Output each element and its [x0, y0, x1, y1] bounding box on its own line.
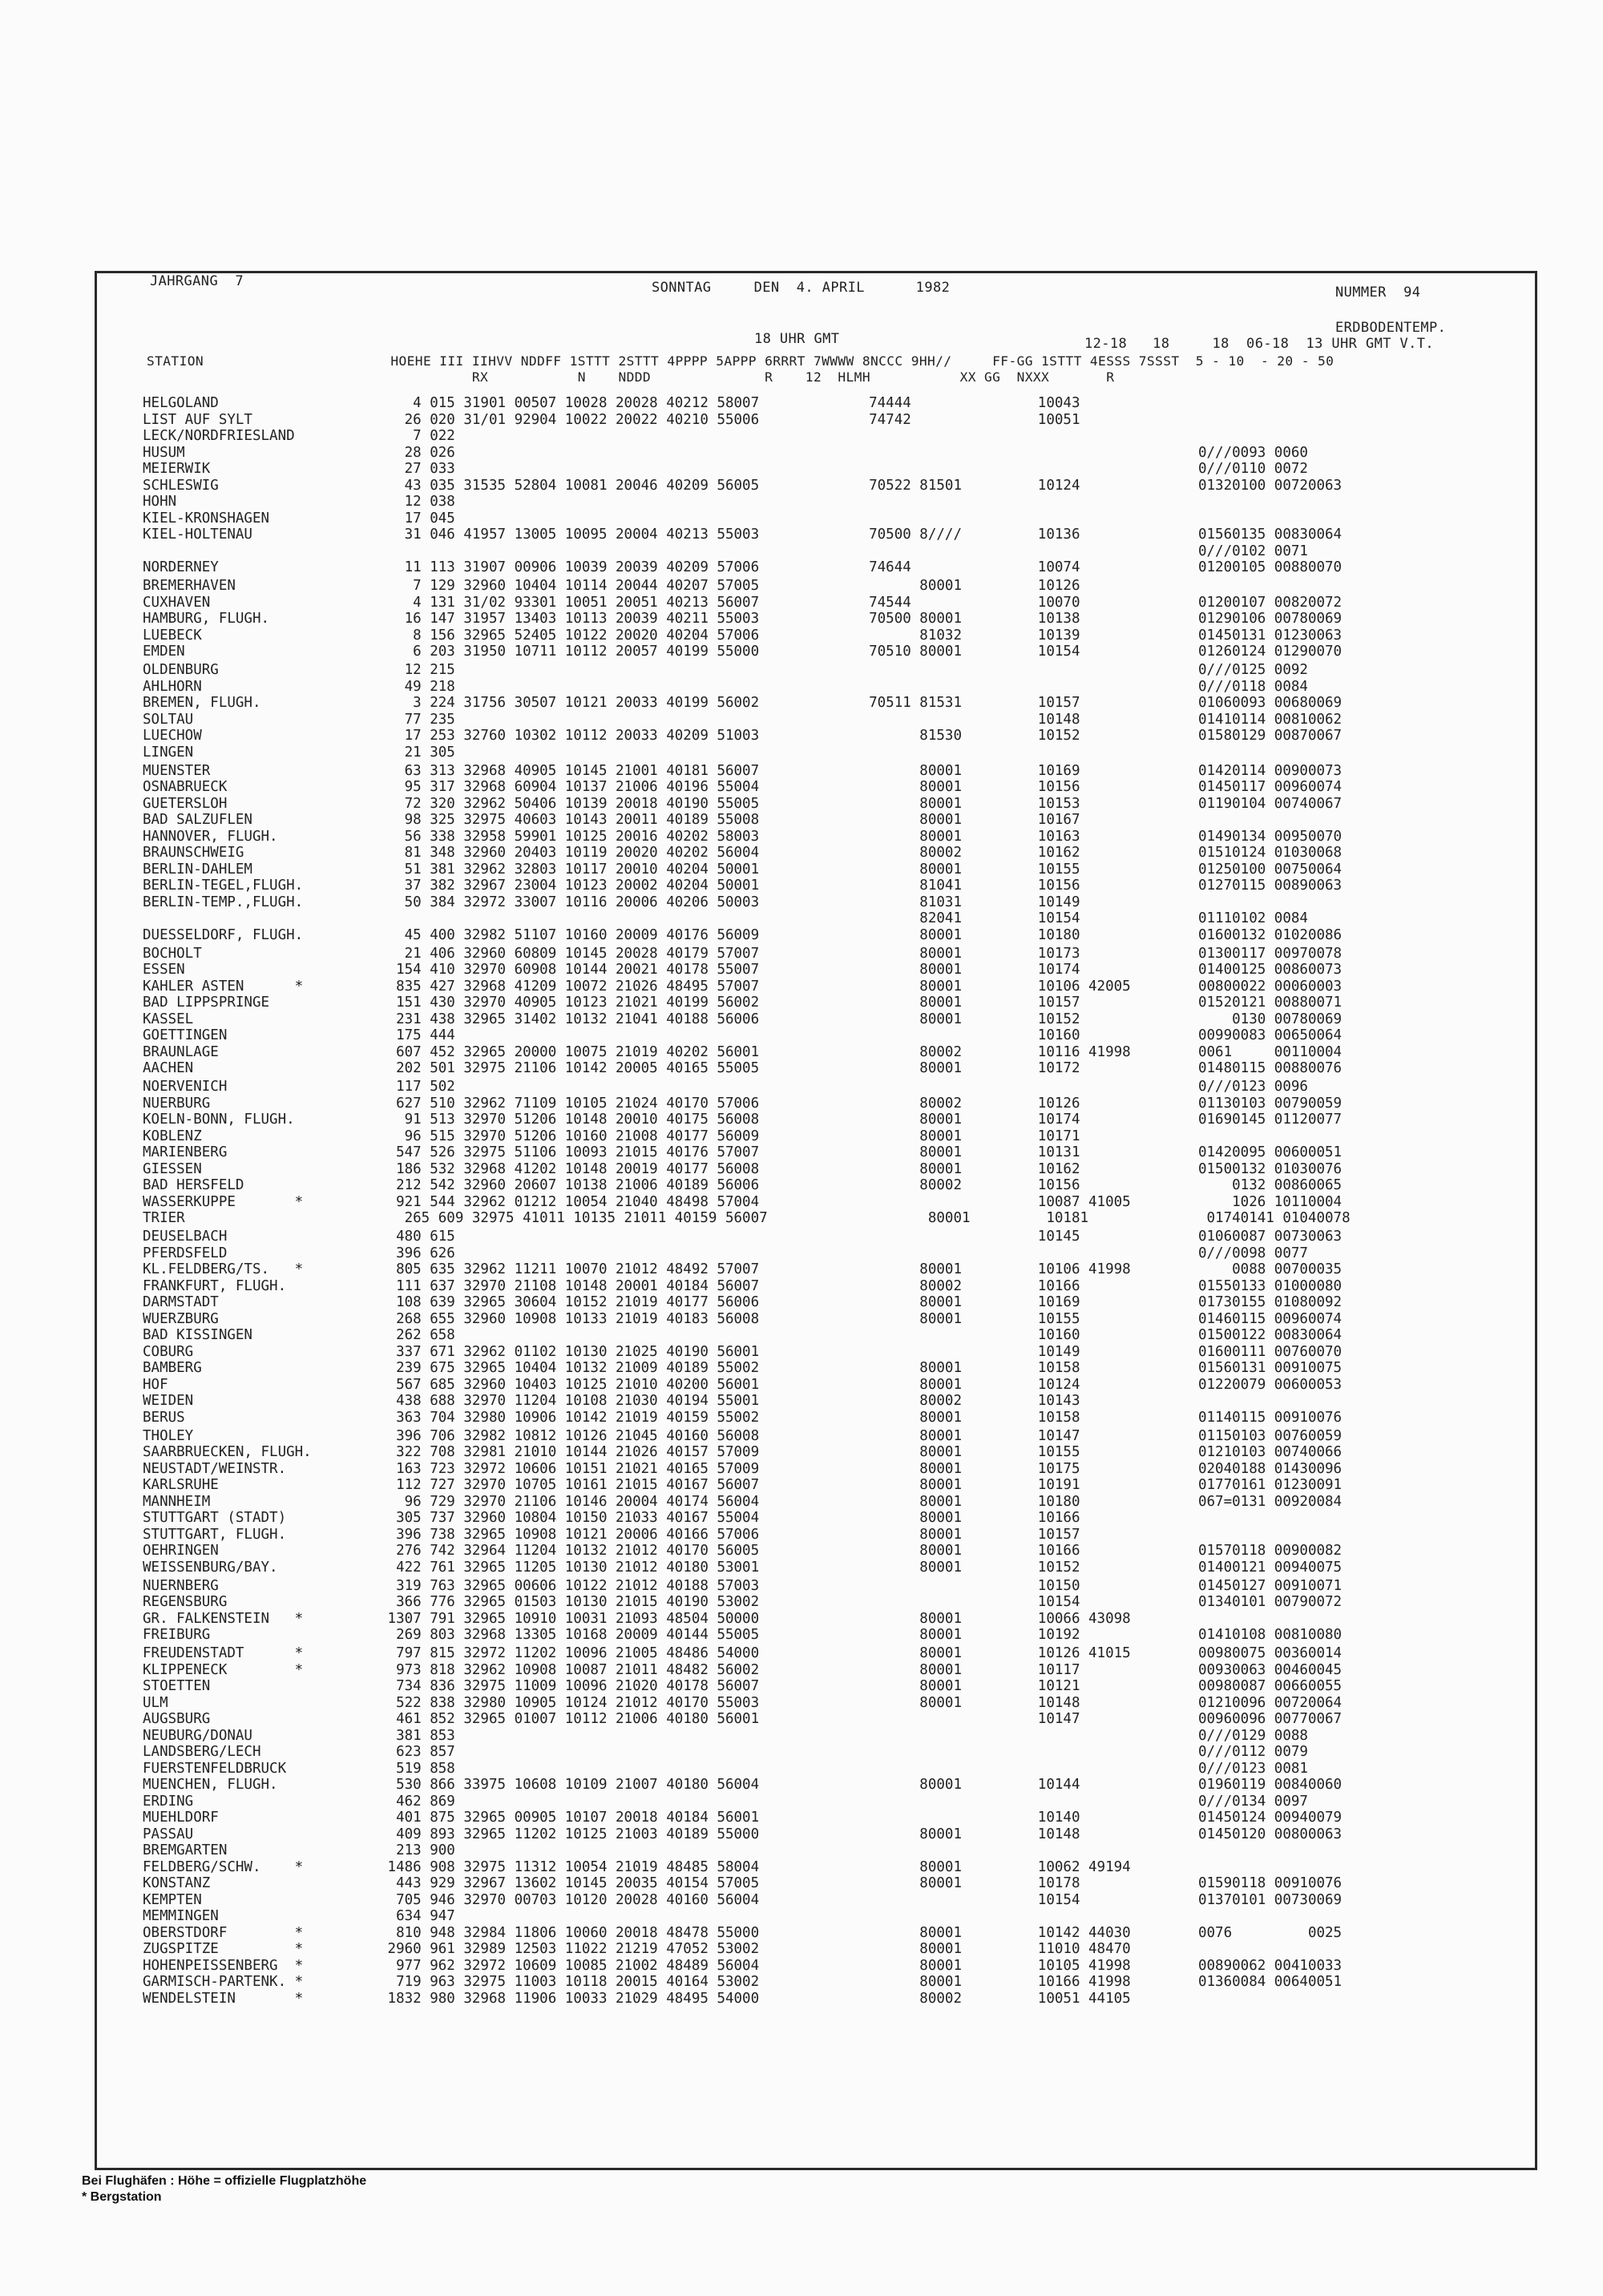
station-row: LUECHOW 17 253 32760 10302 10112 20033 40209 51003 81530 10152 01580129 00870067	[143, 728, 1343, 744]
station-row: STUTTGART, FLUGH. 396 738 32965 10908 10121 20006 40166 57006 80001 10157	[143, 1526, 1080, 1543]
station-row: FREIBURG 269 803 32968 13305 10168 20009 40144 55005 80001 10192 01410108 00810080	[143, 1627, 1343, 1643]
station-row: SAARBRUECKEN, FLUGH. 322 708 32981 21010 10144 21026 40157 57009 80001 10155 01210103 00740066	[143, 1444, 1343, 1460]
station-row: SCHLESWIG 43 035 31535 52804 10081 20046 40209 56005 70522 81501 10124 01320100 00720063	[143, 477, 1343, 494]
station-row: BERLIN-DAHLEM 51 381 32962 32803 10117 20010 40204 50001 80001 10155 01250100 00750064	[143, 861, 1343, 878]
station-row: ZUGSPITZE * 2960 961 32989 12503 11022 21219 47052 53002 80001 11010 48470	[143, 1941, 1131, 1957]
station-row: CUXHAVEN 4 131 31/02 93301 10051 20051 40213 56007 74544 10070 01200107 00820072	[143, 594, 1343, 611]
station-row: OLDENBURG 12 215 0///0125 0092	[143, 662, 1308, 678]
station-row: LECK/NORDFRIESLAND 7 022	[143, 428, 455, 444]
station-row: LINGEN 21 305	[143, 744, 455, 761]
station-row: BERLIN-TEGEL,FLUGH. 37 382 32967 23004 10123 20002 40204 50001 81041 10156 01270115 00890063	[143, 878, 1343, 894]
station-row: BOCHOLT 21 406 32960 60809 10145 20028 40179 57007 80001 10173 01300117 00970078	[143, 945, 1343, 962]
station-row: BREMERHAVEN 7 129 32960 10404 10114 20044 40207 57005 80001 10126	[143, 578, 1080, 594]
station-row: FRANKFURT, FLUGH. 111 637 32970 21108 10148 20001 40184 56007 80002 10166 01550133 01000080	[143, 1277, 1343, 1294]
station-row: WENDELSTEIN * 1832 980 32968 11906 10033 21029 48495 54000 80002 10051 44105	[143, 1990, 1131, 2007]
station-row: THOLEY 396 706 32982 10812 10126 21045 40160 56008 80001 10147 01150103 00760059	[143, 1427, 1343, 1444]
station-rows	[143, 395, 1537, 2007]
soil-temp-heading: ERDBODENTEMP.	[1335, 320, 1447, 336]
station-row: SOLTAU 77 235 10148 01410114 00810062	[143, 711, 1343, 728]
station-row: COBURG 337 671 32962 01102 10130 21025 40190 56001 10149 01600111 00760070	[143, 1343, 1343, 1360]
station-row: BERUS 363 704 32980 10906 10142 21019 40159 55002 80001 10158 01140115 00910076	[143, 1409, 1343, 1426]
station-row: MUEHLDORF 401 875 32965 00905 10107 20018 40184 56001 10140 01450124 00940079	[143, 1810, 1343, 1826]
station-row: MUENSTER 63 313 32968 40905 10145 21001 40181 56007 80001 10169 01420114 00900073	[143, 762, 1343, 779]
station-row: NUERBURG 627 510 32962 71109 10105 21024 40170 57006 80002 10126 01130103 00790059	[143, 1095, 1343, 1112]
station-row: KOBLENZ 96 515 32970 51206 10160 21008 40177 56009 80001 10171	[143, 1128, 1080, 1144]
station-row: KASSEL 231 438 32965 31402 10132 21041 40188 56006 80001 10152 0130 00780069	[143, 1011, 1343, 1027]
station-row: NORDERNEY 11 113 31907 00906 10039 20039 40209 57006 74644 10074 01200105 00880070	[143, 559, 1343, 575]
station-row: GOETTINGEN 175 444 10160 00990083 00650064	[143, 1027, 1343, 1043]
station-row: ULM 522 838 32980 10905 10124 21012 40170 55003 80001 10148 01210096 00720064	[143, 1694, 1343, 1711]
observation-time: 18 UHR GMT	[754, 331, 840, 347]
footnote-mountain-station: * Bergstation	[82, 2190, 162, 2204]
station-row: KARLSRUHE 112 727 32970 10705 10161 21015 40167 56007 80001 10191 01770161 01230091	[143, 1477, 1343, 1493]
report-table-frame	[95, 271, 1537, 2170]
station-row: KOELN-BONN, FLUGH. 91 513 32970 51206 10148 20010 40175 56008 80001 10174 01690145 01120077	[143, 1112, 1343, 1128]
station-row: DEUSELBACH 480 615 10145 01060087 00730063	[143, 1229, 1343, 1245]
station-row: GIESSEN 186 532 32968 41202 10148 20019 40177 56008 80001 10162 01500132 01030076	[143, 1160, 1343, 1177]
station-row: BAD KISSINGEN 262 658 10160 01500122 00830064	[143, 1327, 1343, 1343]
station-row: BAD HERSFELD 212 542 32960 20607 10138 21006 40189 56006 80002 10156 0132 00860065	[143, 1177, 1343, 1193]
station-row: WASSERKUPPE * 921 544 32962 01212 10054 21040 48498 57004 10087 41005 1026 10110004	[143, 1193, 1343, 1210]
station-row: KIEL-HOLTENAU 31 046 41957 13005 10095 20004 40213 55003 70500 8//// 10136 01560135 00830064	[143, 527, 1343, 543]
station-row: BAMBERG 239 675 32965 10404 10132 21009 40189 55002 80001 10158 01560131 00910075	[143, 1360, 1343, 1376]
station-row: LIST AUF SYLT 26 020 31/01 92904 10022 20022 40210 55006 74742 10051	[143, 411, 1080, 428]
station-row: BAD SALZUFLEN 98 325 32975 40603 10143 20011 40189 55008 80001 10167	[143, 812, 1080, 828]
station-row: GUETERSLOH 72 320 32962 50406 10139 20018 40190 55005 80001 10153 01190104 00740067	[143, 795, 1343, 812]
station-row: HUSUM 28 026 0///0093 0060	[143, 444, 1308, 461]
station-row: OBERSTDORF * 810 948 32984 11806 10060 20018 48478 55000 80001 10142 44030 0076 0025	[143, 1924, 1343, 1941]
station-row: HELGOLAND 4 015 31901 00507 10028 20028 40212 58007 74444 10043	[143, 395, 1080, 411]
station-row: FREUDENSTADT * 797 815 32972 11202 10096 21005 48486 54000 80001 10126 41015 00980075 00360014	[143, 1645, 1343, 1661]
station-row: MANNHEIM 96 729 32970 21106 10146 20004 40174 56004 80001 10180 067=0131 00920084	[143, 1493, 1343, 1510]
station-row: AHLHORN 49 218 0///0118 0084	[143, 678, 1308, 695]
station-row: FUERSTENFELDBRUCK 519 858 0///0123 0081	[143, 1760, 1308, 1777]
station-row: KL.FELDBERG/TS. * 805 635 32962 11211 10070 21012 48492 57007 80001 10106 41998 0088 00700035	[143, 1261, 1343, 1277]
station-row: AACHEN 202 501 32975 21106 10142 20005 40165 55005 80001 10172 01480115 00880076	[143, 1060, 1343, 1076]
station-row: MUENCHEN, FLUGH. 530 866 33975 10608 10109 21007 40180 56004 80001 10144 01960119 00840060	[143, 1777, 1343, 1793]
station-row: ERDING 462 869 0///0134 0097	[143, 1793, 1308, 1810]
station-row: BRAUNSCHWEIG 81 348 32960 20403 10119 20020 40202 56004 80002 10162 01510124 01030068	[143, 845, 1343, 861]
station-row: REGENSBURG 366 776 32965 01503 10130 21015 40190 53002 10154 01340101 00790072	[143, 1594, 1343, 1610]
station-row: HANNOVER, FLUGH. 56 338 32958 59901 10125 20016 40202 58003 80001 10163 01490134 00950070	[143, 828, 1343, 845]
period-heading: 12-18 18 18 06-18 13 UHR GMT V.T.	[1084, 336, 1435, 352]
station-row: NEUBURG/DONAU 381 853 0///0129 0088	[143, 1727, 1308, 1744]
station-row: DARMSTADT 108 639 32965 30604 10152 21019 40177 56006 80001 10169 01730155 01080092	[143, 1294, 1343, 1310]
station-row: BAD LIPPSPRINGE 151 430 32970 40905 10123 21021 40199 56002 80001 10157 01520121 00880071	[143, 995, 1343, 1011]
station-row: AUGSBURG 461 852 32965 01007 10112 21006 40180 56001 10147 00960096 00770067	[143, 1711, 1343, 1727]
station-row: BERLIN-TEMP.,FLUGH. 50 384 32972 33007 10116 20006 40206 50003 81031 10149	[143, 894, 1080, 910]
station-row: ESSEN 154 410 32970 60908 10144 20021 40178 55007 80001 10174 01400125 00860073	[143, 962, 1343, 978]
footnote-airport-height: Bei Flughäfen : Höhe = offizielle Flugplatzhöhe	[82, 2174, 367, 2188]
station-row: BRAUNLAGE 607 452 32965 20000 10075 21019 40202 56001 80002 10116 41998 0061 00110004	[143, 1043, 1343, 1060]
station-row: BREMGARTEN 213 900	[143, 1842, 455, 1858]
station-row: PASSAU 409 893 32965 11202 10125 21003 40189 55000 80001 10148 01450120 00800063	[143, 1826, 1343, 1842]
station-row: HAMBURG, FLUGH. 16 147 31957 13403 10113 20039 40211 55003 70500 80001 10138 01290106 00780069	[143, 611, 1343, 627]
station-row: KIEL-KRONSHAGEN 17 045	[143, 510, 455, 527]
station-row: NUERNBERG 319 763 32965 00606 10122 21012 40188 57003 10150 01450127 00910071	[143, 1577, 1343, 1594]
station-row: LANDSBERG/LECH 623 857 0///0112 0079	[143, 1744, 1308, 1760]
station-row: PFERDSFELD 396 626 0///0098 0077	[143, 1245, 1308, 1261]
column-subheaders: RX N NDDD R 12 HLMH XX GG NXXX R	[147, 369, 1115, 385]
station-row: 82041 10154 01110102 0084	[143, 910, 1308, 926]
station-row: FELDBERG/SCHW. * 1486 908 32975 11312 10054 21019 48485 58004 80001 10062 49194	[143, 1858, 1131, 1875]
station-row: 0///0102 0071	[143, 543, 1308, 559]
station-row: KLIPPENECK * 973 818 32962 10908 10087 21011 48482 56002 80001 10117 00930063 00460045	[143, 1661, 1343, 1678]
station-row: LUEBECK 8 156 32965 52405 10122 20020 40204 57006 81032 10139 01450131 01230063	[143, 627, 1343, 644]
station-row: HOHN 12 038	[143, 494, 455, 510]
station-row: WEIDEN 438 688 32970 11204 10108 21030 40194 55001 80002 10143	[143, 1393, 1080, 1409]
station-row: HOF 567 685 32960 10403 10125 21010 40200 56001 80001 10124 01220079 00600053	[143, 1376, 1343, 1393]
station-row: MEMMINGEN 634 947	[143, 1908, 455, 1924]
station-row: BREMEN, FLUGH. 3 224 31756 30507 10121 20033 40199 56002 70511 81531 10157 01060093 00680069	[143, 695, 1343, 711]
issue-number: NUMMER 94	[1335, 284, 1421, 301]
station-row: EMDEN 6 203 31950 10711 10112 20057 40199 55000 70510 80001 10154 01260124 01290070	[143, 644, 1343, 660]
report-date: SONNTAG DEN 4. APRIL 1982	[652, 280, 951, 296]
station-row: WUERZBURG 268 655 32960 10908 10133 21019 40183 56008 80001 10155 01460115 00960074	[143, 1310, 1343, 1327]
station-row: GARMISCH-PARTENK. * 719 963 32975 11003 10118 20015 40164 53002 80001 10166 41998 01360084 00640051	[143, 1974, 1343, 1990]
station-row: KEMPTEN 705 946 32970 00703 10120 20028 40160 56004 10154 01370101 00730069	[143, 1891, 1343, 1908]
station-row: NOERVENICH 117 502 0///0123 0096	[143, 1079, 1308, 1095]
station-row: MEIERWIK 27 033 0///0110 0072	[143, 461, 1308, 477]
station-row: HOHENPEISSENBERG * 977 962 32972 10609 10085 21002 48489 56004 80001 10105 41998 00890062 00410033	[143, 1957, 1343, 1974]
station-row: STOETTEN 734 836 32975 11009 10096 21020 40178 56007 80001 10121 00980087 00660055	[143, 1678, 1343, 1694]
jahrgang-label: JAHRGANG 7	[150, 273, 244, 289]
station-row: STUTTGART (STADT) 305 737 32960 10804 10150 21033 40167 55004 80001 10166	[143, 1510, 1080, 1526]
column-headers: STATION HOEHE III IIHVV NDDFF 1STTT 2STTT 4PPPP 5APPP 6RRRT 7WWWW 8NCCC 9HH// FF-GG 1STTT 4ESSS 7SSST 5 - 10 - 20 - 50	[147, 353, 1334, 369]
station-row: OEHRINGEN 276 742 32964 11204 10132 21012 40170 56005 80001 10166 01570118 00900082	[143, 1543, 1343, 1559]
station-row: DUESSELDORF, FLUGH. 45 400 32982 51107 10160 20009 40176 56009 80001 10180 01600132 01020086	[143, 926, 1343, 943]
station-row: GR. FALKENSTEIN * 1307 791 32965 10910 10031 21093 48504 50000 80001 10066 43098	[143, 1610, 1131, 1627]
station-row: MARIENBERG 547 526 32975 51106 10093 21015 40176 57007 80001 10131 01420095 00600051	[143, 1144, 1343, 1160]
station-row: KAHLER ASTEN * 835 427 32968 41209 10072 21026 48495 57007 80001 10106 42005 00800022 00060003	[143, 978, 1343, 995]
station-row: KONSTANZ 443 929 32967 13602 10145 20035 40154 57005 80001 10178 01590118 00910076	[143, 1875, 1343, 1891]
station-row: WEISSENBURG/BAY. 422 761 32965 11205 10130 21012 40180 53001 80001 10152 01400121 00940075	[143, 1559, 1343, 1576]
station-row: NEUSTADT/WEINSTR. 163 723 32972 10606 10151 21021 40165 57009 80001 10175 02040188 01430096	[143, 1460, 1343, 1477]
footnotes	[82, 2173, 366, 2205]
station-row: TRIER 265 609 32975 41011 10135 21011 40159 56007 80001 10181 01740141 01040078	[143, 1210, 1351, 1226]
station-row: OSNABRUECK 95 317 32968 60904 10137 21006 40196 55004 80001 10156 01450117 00960074	[143, 779, 1343, 795]
